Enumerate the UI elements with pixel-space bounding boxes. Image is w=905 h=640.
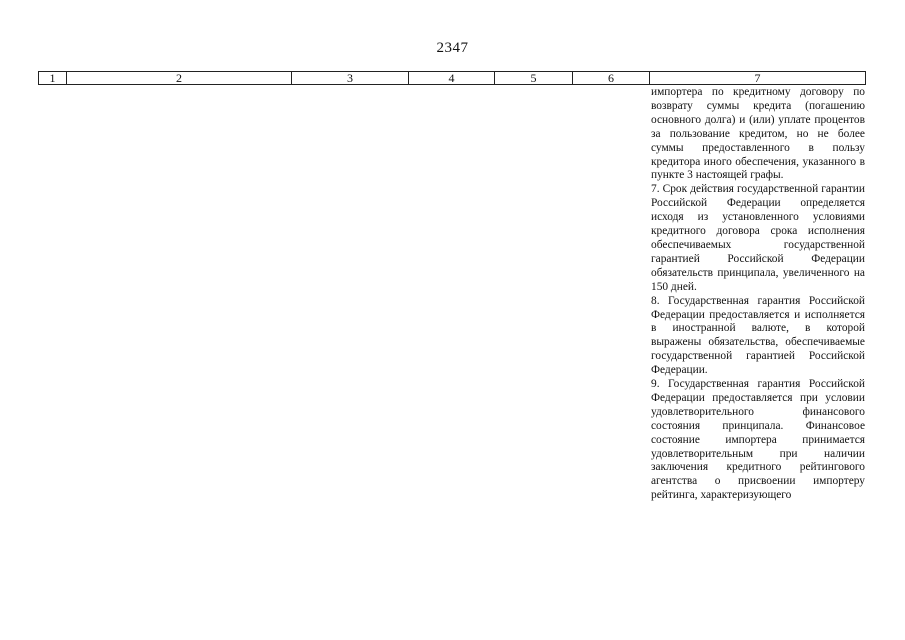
paragraph-continuation: импортера по кредитному договору по возврату суммы кредита (погашению основного долга) и (или) уплате процентов за пользование кредитом, но не более суммы предоставленного в пользу кредитора иного обеспечения, указанного в пункте 3 настоящей графы.: [651, 86, 865, 182]
column-header-7: 7: [754, 71, 761, 85]
column-header-1: 1: [39, 72, 67, 84]
column-7-text: [651, 86, 865, 503]
column-header-2: 2: [67, 72, 292, 84]
paragraph-9: 9. Государственная гарантия Российской Федерации предоставляется при условии удовлетворительного финансового состояния принципала. Финансовое состояние импортера принимается удовлетворительным при наличии заключения кредитного рейтингового агентства о присвоении импортеру рейтинга, характеризующего: [651, 378, 865, 502]
column-header-5: 5: [495, 72, 573, 84]
column-header-3: 3: [292, 72, 409, 84]
page-number: 2347: [436, 40, 469, 56]
paragraph-7: 7. Срок действия государственной гарантии Российской Федерации определяется исходя из установленного условиями кредитного договора срока исполнения обеспечиваемых государственной гарантией Российской Федерации обязательств принципала, увеличенного на 150 дней.: [651, 183, 865, 293]
column-header-6: 6: [573, 72, 650, 84]
column-header-4: 4: [409, 72, 495, 84]
paragraph-8: 8. Государственная гарантия Российской Федерации предоставляется и исполняется в иностранной валюте, в которой выражены обязательства, обеспечиваемые государственной гарантией Российской Федерации.: [651, 294, 865, 377]
table-header-row: [38, 71, 866, 85]
